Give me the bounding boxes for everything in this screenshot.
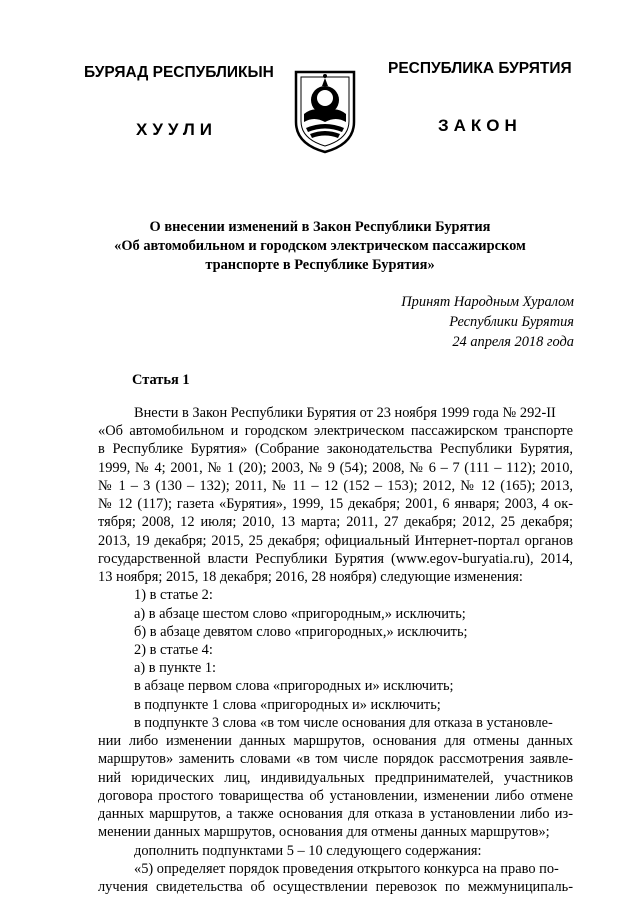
adoption-line: Республики Бурятия [449, 314, 574, 330]
article-heading: Статья 1 [132, 372, 190, 388]
body-line: 13 ноября; 2015, 18 декабря; 2016, 28 ноября) следующие изменения: [98, 569, 523, 585]
body-line: 2) в статье 4: [134, 642, 213, 658]
adoption-note [401, 292, 574, 352]
body-line: нии либо изменении данных маршрутов, основания для отмены данных [98, 733, 573, 749]
body-line: лучения свидетельства об осуществлении перевозок по межмуниципаль- [98, 879, 573, 895]
body-line: ний юридических лиц, индивидуальных предпринимателей, участников [98, 770, 573, 786]
body-line: в абзаце первом слова «пригородных и» исключить; [134, 678, 454, 694]
law-title [100, 218, 540, 275]
body-line: 1) в статье 2: [134, 587, 213, 603]
body-line: дополнить подпунктами 5 – 10 следующего содержания: [134, 843, 482, 859]
adoption-line: Принят Народным Хуралом [401, 294, 574, 310]
body-line: маршрутов» заменить словами «в том числе порядок рассмотрения заявле- [98, 751, 573, 767]
header-left-word: ХУУЛИ [136, 120, 217, 139]
law-title-line: «Об автомобильном и городском электрическом пассажирском [114, 238, 526, 254]
body-line: № 12 (117); газета «Бурятия», 1999, 15 декабря; 2001, 6 января; 2003, 4 ок- [98, 496, 573, 512]
header-right-word: ЗАКОН [438, 116, 522, 135]
body-line: в подпункте 3 слова «в том числе основания для отказа в установле- [134, 715, 553, 731]
body-line: а) в пункте 1: [134, 660, 217, 676]
body-line: 1999, № 4; 2001, № 1 (20); 2003, № 9 (54); 2008, № 6 – 7 (111 – 112); 2010, [98, 460, 573, 476]
coat-of-arms-emblem [292, 66, 358, 154]
header-left-republic: БУРЯАД РЕСПУБЛИКЫН [84, 64, 274, 81]
law-title-line: транспорте в Республике Бурятия» [205, 257, 435, 273]
adoption-line: 24 апреля 2018 года [452, 334, 574, 350]
body-line: № 1 – 3 (130 – 132); 2011, № 11 – 12 (152 – 153); 2012, № 12 (165); 2013, [98, 478, 573, 494]
body-line: государственной власти Республики Бурятия (www.egov-buryatia.ru), 2014, [98, 551, 573, 567]
body-line: 2013, 19 декабря; 2015, 25 декабря; официальный Интернет-портал органов [98, 533, 573, 549]
body-line: «5) определяет порядок проведения открытого конкурса на право по- [134, 861, 559, 877]
body-line: а) в абзаце шестом слово «пригородным,» исключить; [134, 606, 466, 622]
body-line: данных маршрутов, а также основания для отказа в установлении либо из- [98, 806, 573, 822]
header-right-republic: РЕСПУБЛИКА БУРЯТИЯ [388, 60, 572, 77]
body-line: тября; 2008, 12 июля; 2010, 13 марта; 2011, 27 декабря; 2012, 25 декабря; [98, 514, 573, 530]
body-line: менении данных маршрутов, основания для отмены данных маршрутов»; [98, 824, 550, 840]
body-line: договора простого товарищества об установлении, изменении либо отмене [98, 788, 573, 804]
body-line: б) в абзаце девятом слово «пригородных,» исключить; [134, 624, 468, 640]
body-line: в Республике Бурятия» (Собрание законодательства Республики Бурятия, [98, 441, 573, 457]
body-line: в подпункте 1 слова «пригородных и» исключить; [134, 697, 441, 713]
body-line: «Об автомобильном и городском электрическом пассажирском транспорте [98, 423, 573, 439]
law-title-line: О внесении изменений в Закон Республики Бурятия [149, 219, 491, 235]
body-line: Внести в Закон Республики Бурятия от 23 ноября 1999 года № 292-II [134, 405, 556, 421]
